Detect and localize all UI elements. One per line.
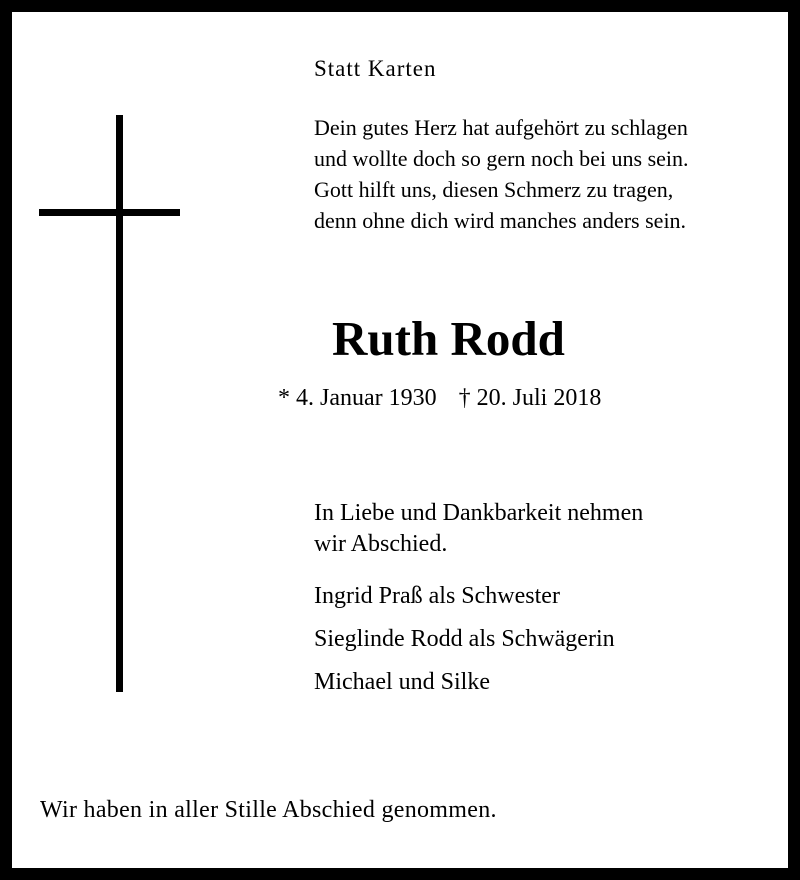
life-dates: [278, 385, 601, 412]
mourner-item: Ingrid Praß als Schwester: [314, 583, 560, 609]
farewell-text: [314, 498, 643, 560]
deceased-name: Ruth Rodd: [332, 311, 565, 366]
mourner-item: Michael und Silke: [314, 669, 490, 695]
closing-line: Wir haben in aller Stille Abschied genommen.: [40, 797, 497, 823]
mourner-item: Sieglinde Rodd als Schwägerin: [314, 626, 615, 652]
farewell-line: wir Abschied.: [314, 531, 448, 557]
mourners-list: [314, 581, 615, 710]
birth-date: * 4. Januar 1930: [278, 385, 437, 411]
verse-line: Dein gutes Herz hat aufgehört zu schlagen: [314, 115, 688, 140]
verse-line: und wollte doch so gern noch bei uns sein.: [314, 146, 689, 171]
cross-vertical-bar: [116, 115, 123, 692]
death-date: † 20. Juli 2018: [458, 385, 602, 411]
verse: [314, 112, 689, 236]
verse-line: Gott hilft uns, diesen Schmerz zu tragen,: [314, 177, 674, 202]
farewell-line: In Liebe und Dankbarkeit nehmen: [314, 500, 644, 526]
intro-line: Statt Karten: [314, 56, 437, 81]
verse-line: denn ohne dich wird manches anders sein.: [314, 208, 687, 233]
cross-horizontal-bar: [39, 209, 180, 216]
